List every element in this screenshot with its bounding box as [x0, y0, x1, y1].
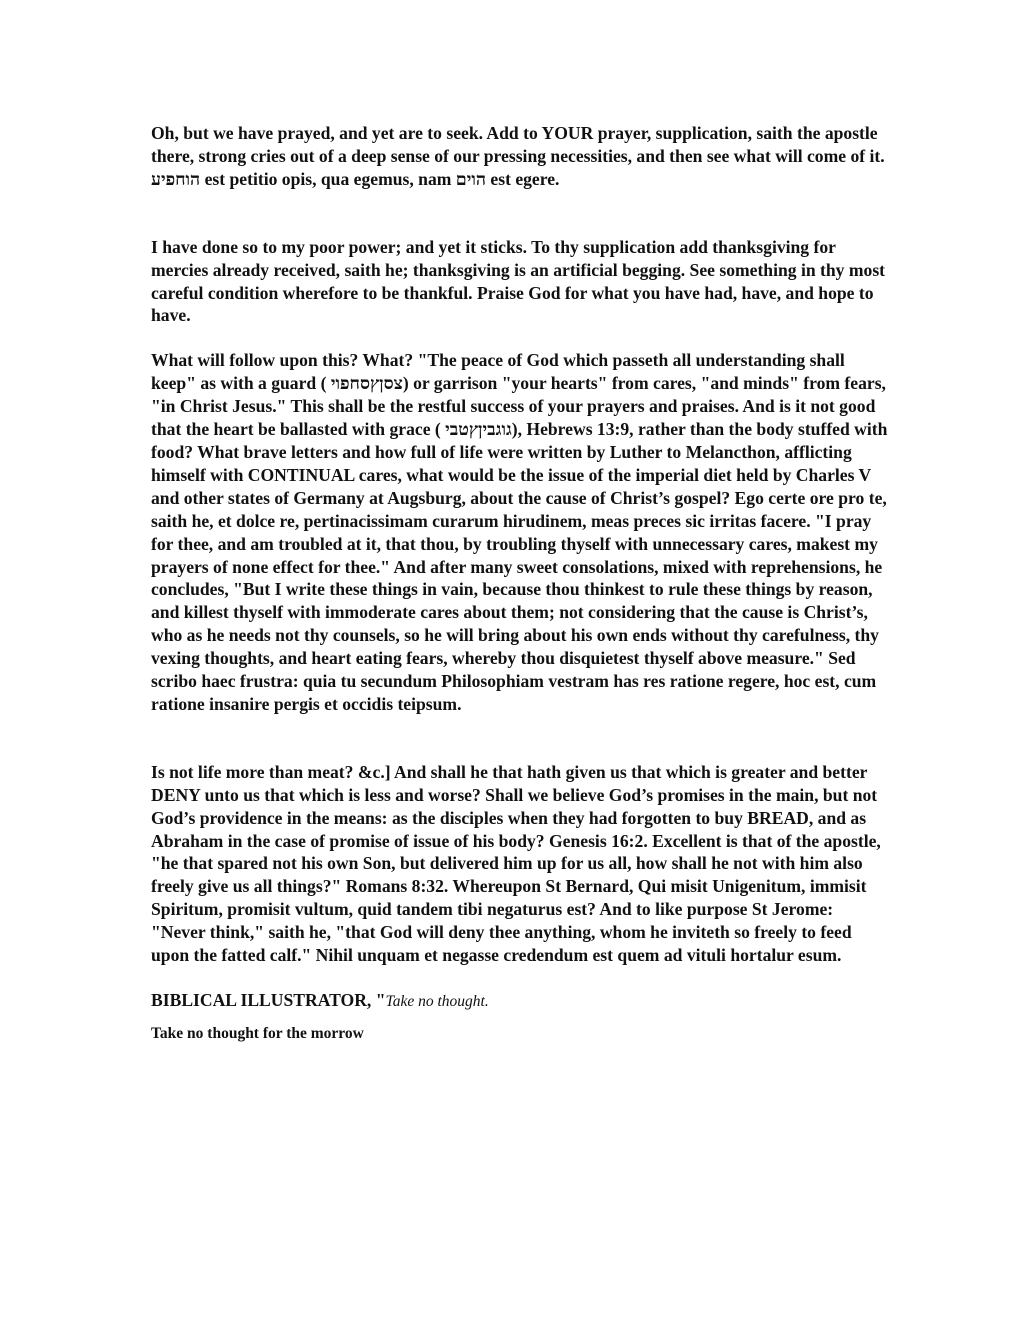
document-page [151, 122, 891, 1044]
paragraph-prayer-supplication: Oh, but we have prayed, and yet are to seek. Add to YOUR prayer, supplication, saith the apostle there, strong cries out of a deep sense of our pressing necessities, and then see what will come of it. הוחפיע est petitio opis, qua egemus, nam הוים est egere. [151, 123, 885, 189]
section-heading-italic: Take no thought. [385, 993, 489, 1010]
paragraph-life-more-than-meat: Is not life more than meat? &c.] And shall he that hath given us that which is greater and better DENY unto us that which is less and worse? Shall we believe God’s promises in the main, but not God’s providence in the means: as the disciples when they had forgotten to buy BREAD, and as Abraham in the case of promise of issue of his body? Genesis 16:2. Excellent is that of the apostle, "he that spared not his own Son, but delivered him up for us all, how shall he not with him also freely give us all things?" Romans 8:32. Whereupon St Bernard, Qui misit Unigenitum, immisit Spiritum, promisit vultum, quid tandem tibi negaturus est? And to like purpose St Jerome: "Never think," saith he, "that God will deny thee anything, whom he inviteth so freely to feed upon the fatted calf." Nihil unquam et negasse credendum est quem ad vituli hortalur esum. [151, 761, 881, 966]
section-heading [151, 989, 891, 1014]
paragraph-peace-of-god: What will follow upon this? What? "The peace of God which passeth all understanding shall keep" as with a guard ( צסןץסחפוי) or garrison "your hearts" from cares, "and minds" from fears, "in Christ Jesus." This shall be the restful success of your prayers and praises. And is it not good that the heart be ballasted with grace ( גוגביןץטבי), Hebrews 13:9, rather than the body stuffed with food? What brave letters and how full of life were written by Luther to Melancthon, afflicting himself with CONTINUAL cares, what would be the issue of the imperial diet held by Charles V and other states of Germany at Augsburg, about the cause of Christ’s gospel? Ego certe ore pro te, saith he, et dolce re, pertinacissimam curarum hirudinem, meas preces sic irritas facere. "I pray for thee, and am troubled at it, that thou, by troubling thyself with unnecessary cares, makest my prayers of none effect for thee." And after many sweet consolations, mixed with reprehensions, he concludes, "But I write these things in vain, because thou thinkest to rule these things by reason, and killest thyself with immoderate cares about them; not considering that the cause is Christ’s, who as he needs not thy counsels, so he will bring about his own ends without thy carefulness, thy vexing thoughts, and heart eating fears, whereby thou disquietest thyself above measure." Sed scribo haec frustra: quia tu secundum Philosophiam vestram has res ratione regere, hoc est, cum ratione insanire pergis et occidis teipsum. [151, 350, 888, 714]
section-subheading: Take no thought for the morrow [151, 1024, 364, 1042]
section-heading-bold: BIBLICAL ILLUSTRATOR, " [151, 990, 386, 1010]
paragraph-thanksgiving: I have done so to my poor power; and yet it sticks. To thy supplication add thanksgiving for mercies already received, saith he; thanksgiving is an artificial begging. See something in thy most careful condition wherefore to be thankful. Praise God for what you have had, have, and hope to have. [151, 236, 886, 326]
